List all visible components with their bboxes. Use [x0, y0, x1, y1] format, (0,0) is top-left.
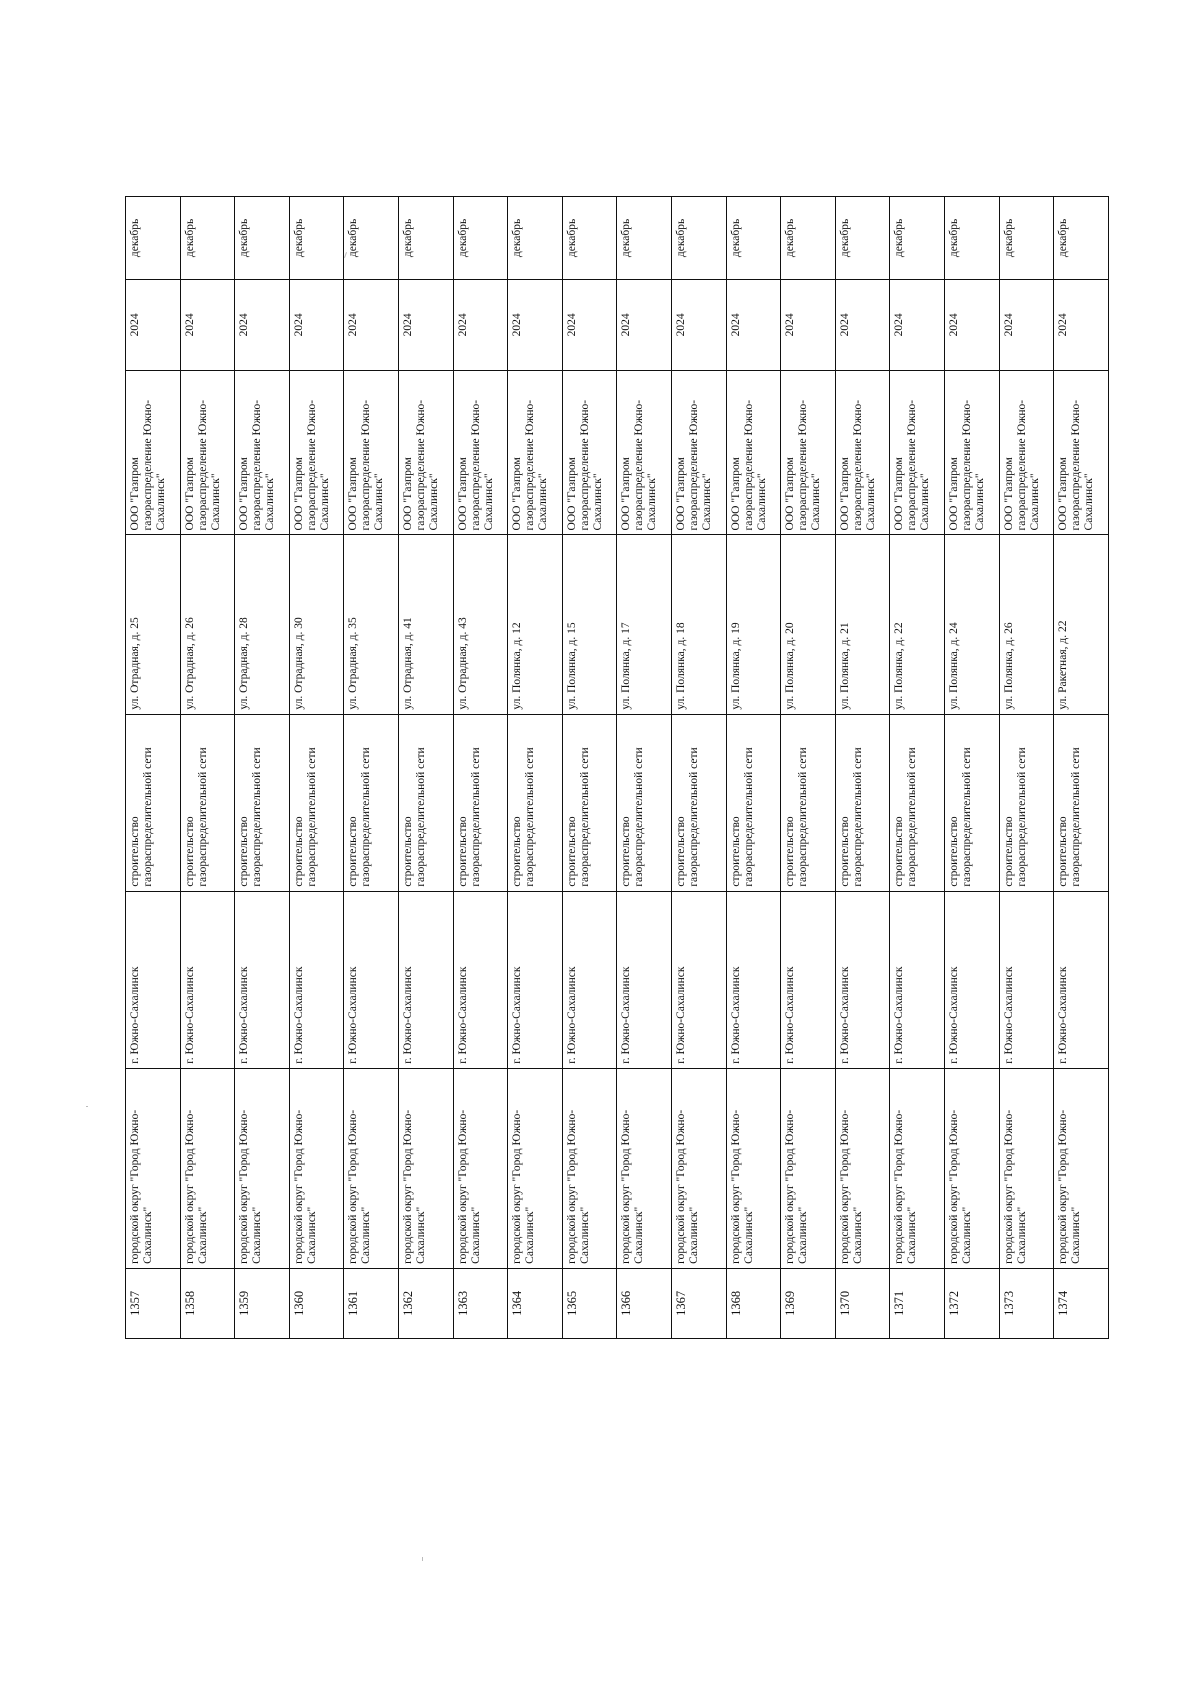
- organization-cell: ООО "Газпром газораспределение Южно-Сахалинск": [508, 370, 563, 534]
- table-row: [453, 197, 508, 1339]
- organization-cell: ООО "Газпром газораспределение Южно-Сахалинск": [344, 370, 399, 534]
- settlement-cell: г. Южно-Сахалинск: [562, 891, 617, 1068]
- address-cell: ул. Отрадная, д. 30: [289, 535, 344, 714]
- settlement-cell: г. Южно-Сахалинск: [235, 891, 290, 1068]
- table-row: [999, 197, 1054, 1339]
- work-type-cell: строительство газораспределительной сети: [235, 714, 290, 891]
- address-cell: ул. Полянка, д. 15: [562, 535, 617, 714]
- address-cell: ул. Отрадная, д. 28: [235, 535, 290, 714]
- table-row: [671, 197, 726, 1339]
- settlement-cell: г. Южно-Сахалинск: [398, 891, 453, 1068]
- year-cell: 2024: [398, 279, 453, 370]
- month-cell: декабрь: [344, 197, 399, 280]
- work-type-cell: строительство газораспределительной сети: [398, 714, 453, 891]
- address-cell: ул. Отрадная, д. 41: [398, 535, 453, 714]
- organization-cell: ООО "Газпром газораспределение Южно-Сахалинск": [398, 370, 453, 534]
- work-type-cell: строительство газораспределительной сети: [781, 714, 836, 891]
- work-type-cell: строительство газораспределительной сети: [890, 714, 945, 891]
- year-cell: 2024: [781, 279, 836, 370]
- month-cell: декабрь: [1054, 197, 1109, 280]
- work-type-cell: строительство газораспределительной сети: [180, 714, 235, 891]
- municipality-cell: городской округ "Город Южно-Сахалинск": [180, 1068, 235, 1268]
- municipality-cell: городской округ "Город Южно-Сахалинск": [453, 1068, 508, 1268]
- settlement-cell: г. Южно-Сахалинск: [835, 891, 890, 1068]
- row-number: 1360: [289, 1268, 344, 1338]
- settlement-cell: г. Южно-Сахалинск: [671, 891, 726, 1068]
- work-type-cell: строительство газораспределительной сети: [835, 714, 890, 891]
- table-row: [781, 197, 836, 1339]
- organization-cell: ООО "Газпром газораспределение Южно-Сахалинск": [781, 370, 836, 534]
- year-cell: 2024: [180, 279, 235, 370]
- settlement-cell: г. Южно-Сахалинск: [890, 891, 945, 1068]
- row-number: 1359: [235, 1268, 290, 1338]
- row-number: 1364: [508, 1268, 563, 1338]
- municipality-cell: городской округ "Город Южно-Сахалинск": [835, 1068, 890, 1268]
- row-number: 1371: [890, 1268, 945, 1338]
- month-cell: декабрь: [508, 197, 563, 280]
- month-cell: декабрь: [999, 197, 1054, 280]
- year-cell: 2024: [671, 279, 726, 370]
- municipality-cell: городской округ "Город Южно-Сахалинск": [944, 1068, 999, 1268]
- municipality-cell: городской округ "Город Южно-Сахалинск": [781, 1068, 836, 1268]
- table-row: [344, 197, 399, 1339]
- address-cell: ул. Отрадная, д. 35: [344, 535, 399, 714]
- table-row: [398, 197, 453, 1339]
- year-cell: 2024: [726, 279, 781, 370]
- year-cell: 2024: [235, 279, 290, 370]
- month-cell: декабрь: [944, 197, 999, 280]
- organization-cell: ООО "Газпром газораспределение Южно-Сахалинск": [180, 370, 235, 534]
- settlement-cell: г. Южно-Сахалинск: [999, 891, 1054, 1068]
- table-row: [235, 197, 290, 1339]
- municipality-cell: городской округ "Город Южно-Сахалинск": [617, 1068, 672, 1268]
- row-number: 1374: [1054, 1268, 1109, 1338]
- month-cell: декабрь: [835, 197, 890, 280]
- row-number: 1367: [671, 1268, 726, 1338]
- row-number: 1370: [835, 1268, 890, 1338]
- row-number: 1362: [398, 1268, 453, 1338]
- settlement-cell: г. Южно-Сахалинск: [781, 891, 836, 1068]
- month-cell: декабрь: [453, 197, 508, 280]
- row-number: 1373: [999, 1268, 1054, 1338]
- municipality-cell: городской округ "Город Южно-Сахалинск": [235, 1068, 290, 1268]
- work-type-cell: строительство газораспределительной сети: [726, 714, 781, 891]
- address-cell: ул. Полянка, д. 20: [781, 535, 836, 714]
- table-row: [835, 197, 890, 1339]
- address-cell: ул. Полянка, д. 18: [671, 535, 726, 714]
- table-row: [508, 197, 563, 1339]
- table-row: [126, 197, 181, 1339]
- address-cell: ул. Полянка, д. 24: [944, 535, 999, 714]
- settlement-cell: г. Южно-Сахалинск: [180, 891, 235, 1068]
- year-cell: 2024: [835, 279, 890, 370]
- work-type-cell: строительство газораспределительной сети: [344, 714, 399, 891]
- organization-cell: ООО "Газпром газораспределение Южно-Сахалинск": [453, 370, 508, 534]
- year-cell: 2024: [289, 279, 344, 370]
- address-cell: ул. Отрадная, д. 26: [180, 535, 235, 714]
- work-type-cell: строительство газораспределительной сети: [289, 714, 344, 891]
- organization-cell: ООО "Газпром газораспределение Южно-Сахалинск": [671, 370, 726, 534]
- work-type-cell: строительство газораспределительной сети: [508, 714, 563, 891]
- work-type-cell: строительство газораспределительной сети: [453, 714, 508, 891]
- settlement-cell: г. Южно-Сахалинск: [126, 891, 181, 1068]
- year-cell: 2024: [126, 279, 181, 370]
- register-table: [125, 196, 1109, 1339]
- address-cell: ул. Полянка, д. 17: [617, 535, 672, 714]
- organization-cell: ООО "Газпром газораспределение Южно-Сахалинск": [890, 370, 945, 534]
- work-type-cell: строительство газораспределительной сети: [999, 714, 1054, 891]
- work-type-cell: строительство газораспределительной сети: [944, 714, 999, 891]
- address-cell: ул. Полянка, д. 19: [726, 535, 781, 714]
- settlement-cell: г. Южно-Сахалинск: [944, 891, 999, 1068]
- address-cell: ул. Полянка, д. 21: [835, 535, 890, 714]
- organization-cell: ООО "Газпром газораспределение Южно-Сахалинск": [1054, 370, 1109, 534]
- scan-speck: [422, 1557, 423, 1561]
- row-number: 1358: [180, 1268, 235, 1338]
- settlement-cell: г. Южно-Сахалинск: [344, 891, 399, 1068]
- year-cell: 2024: [617, 279, 672, 370]
- municipality-cell: городской округ "Город Южно-Сахалинск": [671, 1068, 726, 1268]
- table-row: [1054, 197, 1109, 1339]
- organization-cell: ООО "Газпром газораспределение Южно-Сахалинск": [835, 370, 890, 534]
- year-cell: 2024: [453, 279, 508, 370]
- municipality-cell: городской округ "Город Южно-Сахалинск": [508, 1068, 563, 1268]
- work-type-cell: строительство газораспределительной сети: [126, 714, 181, 891]
- table-row: [562, 197, 617, 1339]
- gasification-register: [125, 218, 1096, 1530]
- municipality-cell: городской округ "Город Южно-Сахалинск": [398, 1068, 453, 1268]
- organization-cell: ООО "Газпром газораспределение Южно-Сахалинск": [726, 370, 781, 534]
- work-type-cell: строительство газораспределительной сети: [671, 714, 726, 891]
- settlement-cell: г. Южно-Сахалинск: [453, 891, 508, 1068]
- municipality-cell: городской округ "Город Южно-Сахалинск": [726, 1068, 781, 1268]
- organization-cell: ООО "Газпром газораспределение Южно-Сахалинск": [235, 370, 290, 534]
- row-number: 1363: [453, 1268, 508, 1338]
- month-cell: декабрь: [398, 197, 453, 280]
- address-cell: ул. Полянка, д. 12: [508, 535, 563, 714]
- table-row: [617, 197, 672, 1339]
- address-cell: ул. Отрадная, д. 43: [453, 535, 508, 714]
- month-cell: декабрь: [617, 197, 672, 280]
- settlement-cell: г. Южно-Сахалинск: [617, 891, 672, 1068]
- table-row: [180, 197, 235, 1339]
- year-cell: 2024: [944, 279, 999, 370]
- year-cell: 2024: [508, 279, 563, 370]
- work-type-cell: строительство газораспределительной сети: [617, 714, 672, 891]
- row-number: 1361: [344, 1268, 399, 1338]
- organization-cell: ООО "Газпром газораспределение Южно-Сахалинск": [999, 370, 1054, 534]
- address-cell: ул. Отрадная, д. 25: [126, 535, 181, 714]
- month-cell: декабрь: [180, 197, 235, 280]
- year-cell: 2024: [1054, 279, 1109, 370]
- settlement-cell: г. Южно-Сахалинск: [1054, 891, 1109, 1068]
- month-cell: декабрь: [126, 197, 181, 280]
- municipality-cell: городской округ "Город Южно-Сахалинск": [999, 1068, 1054, 1268]
- year-cell: 2024: [999, 279, 1054, 370]
- municipality-cell: городской округ "Город Южно-Сахалинск": [890, 1068, 945, 1268]
- month-cell: декабрь: [890, 197, 945, 280]
- organization-cell: ООО "Газпром газораспределение Южно-Сахалинск": [944, 370, 999, 534]
- year-cell: 2024: [562, 279, 617, 370]
- address-cell: ул. Полянка, д. 22: [890, 535, 945, 714]
- settlement-cell: г. Южно-Сахалинск: [289, 891, 344, 1068]
- municipality-cell: городской округ "Город Южно-Сахалинск": [1054, 1068, 1109, 1268]
- month-cell: декабрь: [235, 197, 290, 280]
- organization-cell: ООО "Газпром газораспределение Южно-Сахалинск": [562, 370, 617, 534]
- address-cell: ул. Полянка, д. 26: [999, 535, 1054, 714]
- month-cell: декабрь: [781, 197, 836, 280]
- month-cell: декабрь: [726, 197, 781, 280]
- organization-cell: ООО "Газпром газораспределение Южно-Сахалинск": [126, 370, 181, 534]
- month-cell: декабрь: [671, 197, 726, 280]
- municipality-cell: городской округ "Город Южно-Сахалинск": [344, 1068, 399, 1268]
- row-number: 1365: [562, 1268, 617, 1338]
- municipality-cell: городской округ "Город Южно-Сахалинск": [289, 1068, 344, 1268]
- municipality-cell: городской округ "Город Южно-Сахалинск": [562, 1068, 617, 1268]
- year-cell: 2024: [344, 279, 399, 370]
- organization-cell: ООО "Газпром газораспределение Южно-Сахалинск": [617, 370, 672, 534]
- row-number: 1366: [617, 1268, 672, 1338]
- table-row: [726, 197, 781, 1339]
- register-rows: [126, 197, 1109, 1339]
- settlement-cell: г. Южно-Сахалинск: [726, 891, 781, 1068]
- scan-speck: [86, 1106, 88, 1107]
- address-cell: ул. Ракетная, д. 22: [1054, 535, 1109, 714]
- municipality-cell: городской округ "Город Южно-Сахалинск": [126, 1068, 181, 1268]
- table-row: [890, 197, 945, 1339]
- year-cell: 2024: [890, 279, 945, 370]
- work-type-cell: строительство газораспределительной сети: [1054, 714, 1109, 891]
- row-number: 1372: [944, 1268, 999, 1338]
- settlement-cell: г. Южно-Сахалинск: [508, 891, 563, 1068]
- month-cell: декабрь: [562, 197, 617, 280]
- row-number: 1369: [781, 1268, 836, 1338]
- month-cell: декабрь: [289, 197, 344, 280]
- organization-cell: ООО "Газпром газораспределение Южно-Сахалинск": [289, 370, 344, 534]
- row-number: 1368: [726, 1268, 781, 1338]
- table-row: [944, 197, 999, 1339]
- work-type-cell: строительство газораспределительной сети: [562, 714, 617, 891]
- table-row: [289, 197, 344, 1339]
- row-number: 1357: [126, 1268, 181, 1338]
